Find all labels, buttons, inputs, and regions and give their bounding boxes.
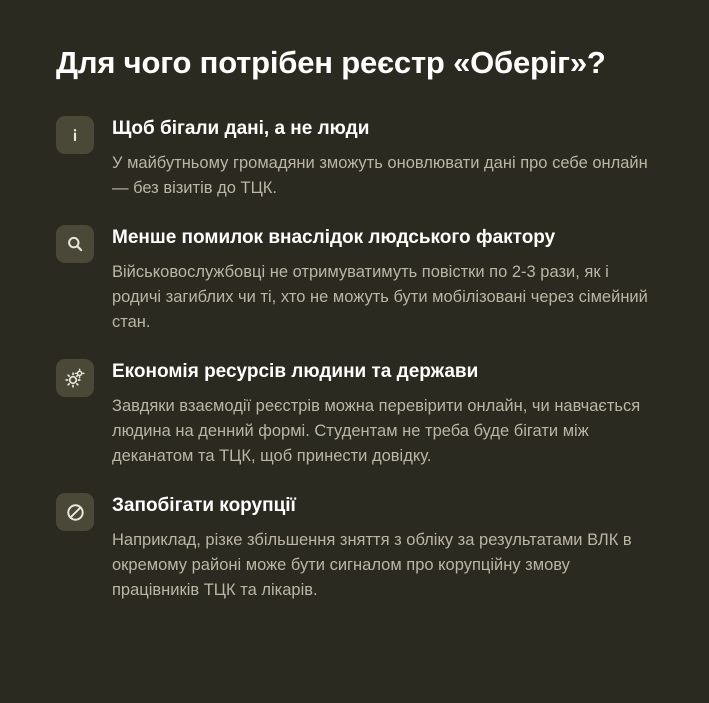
list-item-text: Завдяки взаємодії реєстрів можна перевірити онлайн, чи навчається людина на денний формі. Студентам не треба буде бігати між деканатом та ТЦК, щоб принести довідку.	[112, 397, 641, 465]
list-item-text: Наприклад, різке збільшення зняття з обліку за результатами ВЛК в окремому районі може бути сигналом про корупційну змову працівників ТЦК та лікарів.	[112, 531, 632, 599]
list-item	[56, 223, 653, 335]
prohibition-icon	[56, 493, 94, 531]
list-item	[56, 491, 653, 603]
benefits-list	[56, 114, 653, 603]
list-item-body	[112, 114, 653, 201]
list-item-body	[112, 357, 653, 469]
list-item-text: Військовослужбовці не отримуватимуть повістки по 2-3 рази, як і родичі загиблих чи ті, хто не можуть бути мобілізовані через сімейний стан.	[112, 263, 648, 331]
list-item-body	[112, 491, 653, 603]
list-item-heading: Менше помилок внаслідок людського фактору	[112, 227, 556, 248]
list-item-heading: Щоб бігали дані, а не люди	[112, 118, 370, 139]
info-icon	[56, 116, 94, 154]
list-item-heading: Економія ресурсів людини та держави	[112, 361, 479, 382]
gears-icon	[56, 359, 94, 397]
page-title: Для чого потрібен реєстр «Оберіг»?	[56, 45, 606, 80]
list-item-body	[112, 223, 653, 335]
list-item-heading: Запобігати корупції	[112, 495, 296, 516]
list-item	[56, 357, 653, 469]
list-item-text: У майбутньому громадяни зможуть оновлювати дані про себе онлайн — без візитів до ТЦК.	[112, 154, 648, 197]
list-item	[56, 114, 653, 201]
search-icon	[56, 225, 94, 263]
